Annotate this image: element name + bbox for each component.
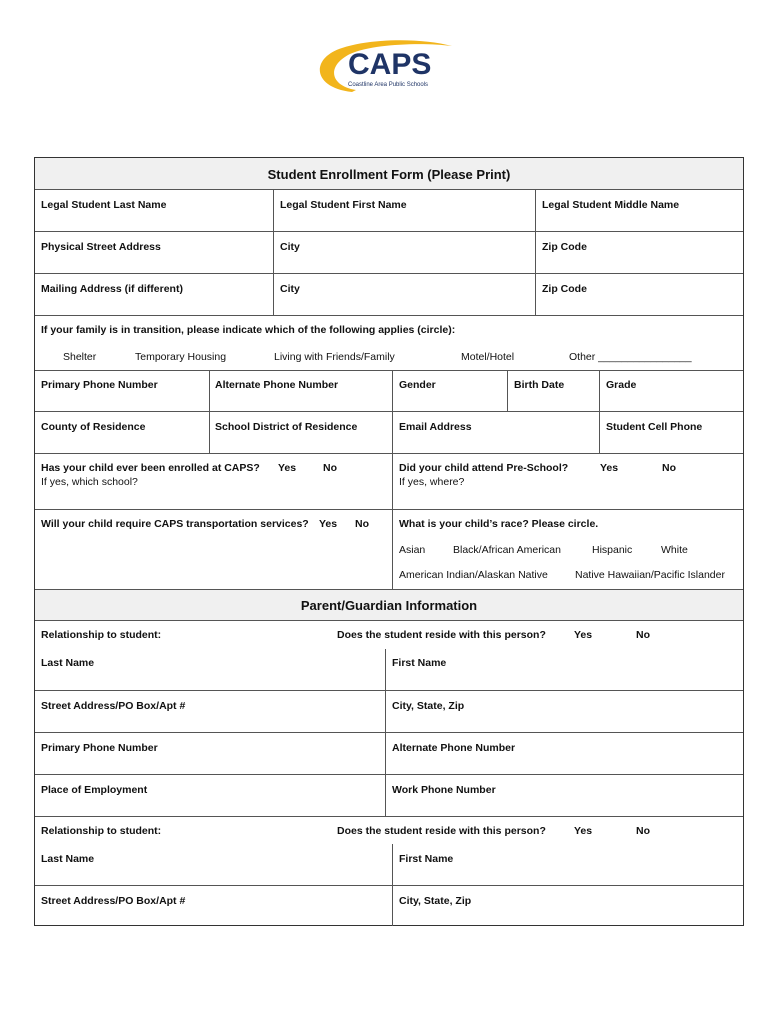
transition-option-friends[interactable]: Living with Friends/Family	[274, 351, 395, 363]
guardian2-reside-question: Does the student reside with this person?	[337, 825, 546, 837]
race-question: What is your child’s race? Please circle.	[399, 518, 599, 530]
middle-name-field[interactable]: Legal Student Middle Name	[542, 199, 680, 211]
race-option-black[interactable]: Black/African American	[453, 544, 561, 556]
form-title: Student Enrollment Form (Please Print)	[267, 167, 511, 182]
guardian2-reside-no[interactable]: No	[636, 825, 650, 837]
guardian2-relationship-field[interactable]: Relationship to student:	[41, 825, 162, 837]
birth-date-field[interactable]: Birth Date	[514, 379, 565, 391]
race-option-american-indian[interactable]: American Indian/Alaskan Native	[399, 569, 548, 581]
guardian2-last-name-field[interactable]: Last Name	[41, 853, 95, 865]
mailing-address-field[interactable]: Mailing Address (if different)	[41, 283, 183, 295]
form-title-row	[35, 158, 743, 190]
guardian1-first-name-field[interactable]: First Name	[392, 657, 447, 669]
guardian1-address-row	[35, 691, 743, 733]
preschool-yes[interactable]: Yes	[600, 462, 619, 474]
svg-text:Coastline Area Public Schools: Coastline Area Public Schools	[348, 82, 429, 88]
guardian-title: Parent/Guardian Information	[300, 598, 478, 613]
history-row	[35, 454, 743, 510]
zip-field[interactable]: Zip Code	[542, 241, 587, 253]
guardian1-relationship-field[interactable]: Relationship to student:	[41, 629, 162, 641]
race-option-asian[interactable]: Asian	[399, 544, 426, 556]
guardian1-street-field[interactable]: Street Address/PO Box/Apt #	[41, 700, 186, 712]
county-field[interactable]: County of Residence	[41, 421, 146, 433]
guardian2-address-row	[35, 886, 743, 926]
preschool-no[interactable]: No	[662, 462, 676, 474]
caps-logo	[312, 36, 460, 100]
physical-address-row	[35, 232, 743, 274]
grade-field[interactable]: Grade	[606, 379, 637, 391]
transition-row	[35, 316, 743, 371]
guardian1-work-phone-field[interactable]: Work Phone Number	[392, 784, 496, 796]
guardian-title-row	[35, 590, 743, 621]
preschool-question: Did your child attend Pre-School?	[399, 462, 569, 474]
guardian1-reside-no[interactable]: No	[636, 629, 650, 641]
city-field[interactable]: City	[280, 241, 300, 253]
guardian2-first-name-field[interactable]: First Name	[399, 853, 454, 865]
guardian1-reside-question: Does the student reside with this person?	[337, 629, 546, 641]
last-name-field[interactable]: Legal Student Last Name	[41, 199, 167, 211]
student-name-row	[35, 190, 743, 232]
guardian2-reside-yes[interactable]: Yes	[574, 825, 593, 837]
transition-option-motel[interactable]: Motel/Hotel	[461, 351, 515, 363]
mailing-zip-field[interactable]: Zip Code	[542, 283, 587, 295]
guardian1-alternate-phone-field[interactable]: Alternate Phone Number	[392, 742, 516, 754]
guardian2-street-field[interactable]: Street Address/PO Box/Apt #	[41, 895, 186, 907]
guardian1-relationship-row	[35, 621, 743, 649]
guardian2-city-state-zip-field[interactable]: City, State, Zip	[399, 895, 472, 907]
svg-text:CAPS: CAPS	[348, 48, 432, 81]
transport-no[interactable]: No	[355, 518, 369, 530]
gender-field[interactable]: Gender	[399, 379, 436, 391]
transition-option-other[interactable]: Other ________________	[569, 351, 692, 363]
enrollment-form	[34, 157, 744, 926]
race-option-native-hawaiian[interactable]: Native Hawaiian/Pacific Islander	[575, 569, 725, 581]
guardian1-employment-row	[35, 775, 743, 817]
guardian1-employment-field[interactable]: Place of Employment	[41, 784, 148, 796]
alternate-phone-field[interactable]: Alternate Phone Number	[215, 379, 339, 391]
contact-row-1	[35, 371, 743, 412]
enrolled-no[interactable]: No	[323, 462, 337, 474]
guardian2-name-row	[35, 844, 743, 886]
school-district-field[interactable]: School District of Residence	[215, 421, 358, 433]
transition-question: If your family is in transition, please indicate which of the following applies (circle):	[41, 324, 456, 336]
transition-option-temporary[interactable]: Temporary Housing	[135, 351, 227, 363]
guardian1-name-row	[35, 649, 743, 691]
race-option-white[interactable]: White	[661, 544, 688, 556]
enrolled-followup[interactable]: If yes, which school?	[41, 476, 138, 488]
mailing-address-row	[35, 274, 743, 316]
preschool-followup[interactable]: If yes, where?	[399, 476, 465, 488]
mailing-city-field[interactable]: City	[280, 283, 300, 295]
transport-question: Will your child require CAPS transportation services?	[41, 518, 309, 530]
enrolled-yes[interactable]: Yes	[278, 462, 297, 474]
transport-race-row	[35, 510, 743, 590]
physical-address-field[interactable]: Physical Street Address	[41, 241, 161, 253]
guardian1-primary-phone-field[interactable]: Primary Phone Number	[41, 742, 158, 754]
first-name-field[interactable]: Legal Student First Name	[280, 199, 407, 211]
guardian1-city-state-zip-field[interactable]: City, State, Zip	[392, 700, 465, 712]
contact-row-2	[35, 412, 743, 454]
primary-phone-field[interactable]: Primary Phone Number	[41, 379, 158, 391]
email-field[interactable]: Email Address	[399, 421, 472, 433]
race-option-hispanic[interactable]: Hispanic	[592, 544, 633, 556]
student-cell-field[interactable]: Student Cell Phone	[606, 421, 703, 433]
enrolled-question: Has your child ever been enrolled at CAPS?	[41, 462, 260, 474]
transition-option-shelter[interactable]: Shelter	[63, 351, 97, 363]
transport-yes[interactable]: Yes	[319, 518, 338, 530]
guardian1-reside-yes[interactable]: Yes	[574, 629, 593, 641]
guardian1-phone-row	[35, 733, 743, 775]
guardian2-relationship-row	[35, 817, 743, 844]
guardian1-last-name-field[interactable]: Last Name	[41, 657, 95, 669]
